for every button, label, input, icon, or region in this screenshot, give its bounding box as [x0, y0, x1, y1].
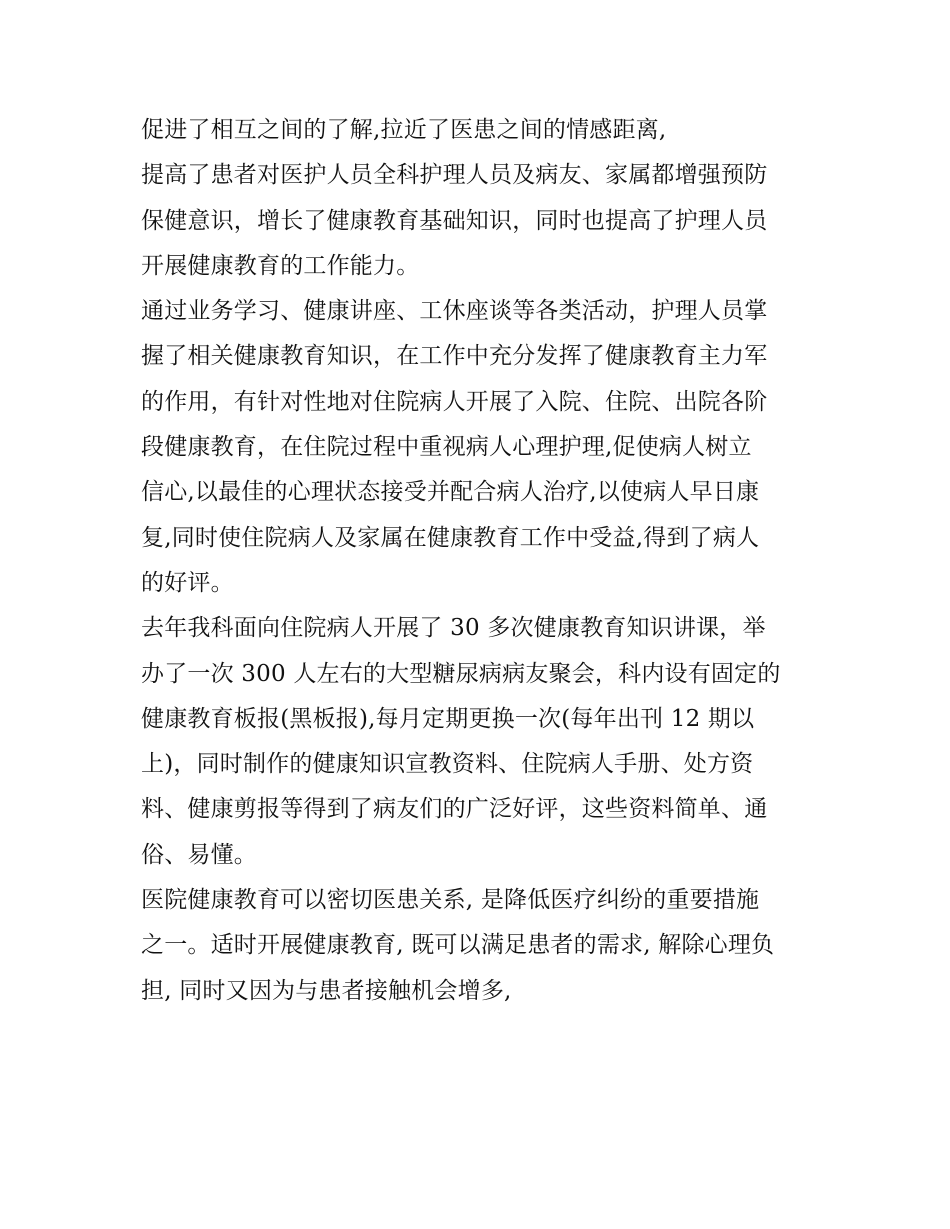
text-line: 信心,以最佳的心理状态接受并配合病人治疗,以使病人早日康 — [141, 479, 760, 506]
text-line: 之一。适时开展健康教育, 既可以满足患者的需求, 解除心理负 — [141, 932, 775, 959]
text-line: 保健意识，增长了健康教育基础知识，同时也提高了护理人员 — [141, 207, 768, 234]
text-line: 通过业务学习、健康讲座、工休座谈等各类活动，护理人员掌 — [141, 298, 768, 325]
text-line: 握了相关健康教育知识，在工作中充分发挥了健康教育主力军 — [141, 343, 768, 370]
text-line: 去年我科面向住院病人开展了 30 多次健康教育知识讲课，举 — [141, 615, 766, 642]
text-line: 上)，同时制作的健康知识宣教资料、住院病人手册、处方资 — [141, 751, 754, 778]
body-text — [141, 108, 821, 1014]
text-line: 促进了相互之间的了解,拉近了医患之间的情感距离, — [141, 117, 667, 143]
text-line: 医院健康教育可以密切医患关系, 是降低医疗纠纷的重要措施 — [141, 887, 760, 914]
text-line: 办了一次 300 人左右的大型糖尿病病友聚会，科内设有固定的 — [141, 660, 781, 687]
text-line: 料、健康剪报等得到了病友们的广泛好评，这些资料简单、通 — [141, 796, 768, 823]
text-line: 提高了患者对医护人员全科护理人员及病友、家属都增强预防 — [141, 162, 768, 189]
text-line: 开展健康教育的工作能力。 — [141, 252, 420, 279]
text-line: 俗、易懂。 — [141, 841, 257, 868]
text-line: 段健康教育，在住院过程中重视病人心理护理,促使病人树立 — [141, 434, 752, 461]
text-line: 担, 同时又因为与患者接触机会增多, — [141, 977, 512, 1004]
text-line: 的好评。 — [141, 569, 234, 596]
text-line: 健康教育板报(黑板报),每月定期更换一次(每年出刊 12 期以 — [141, 705, 755, 732]
text-line: 的作用，有针对性地对住院病人开展了入院、住院、出院各阶 — [141, 388, 768, 415]
text-line: 复,同时使住院病人及家属在健康教育工作中受益,得到了病人 — [141, 524, 760, 551]
